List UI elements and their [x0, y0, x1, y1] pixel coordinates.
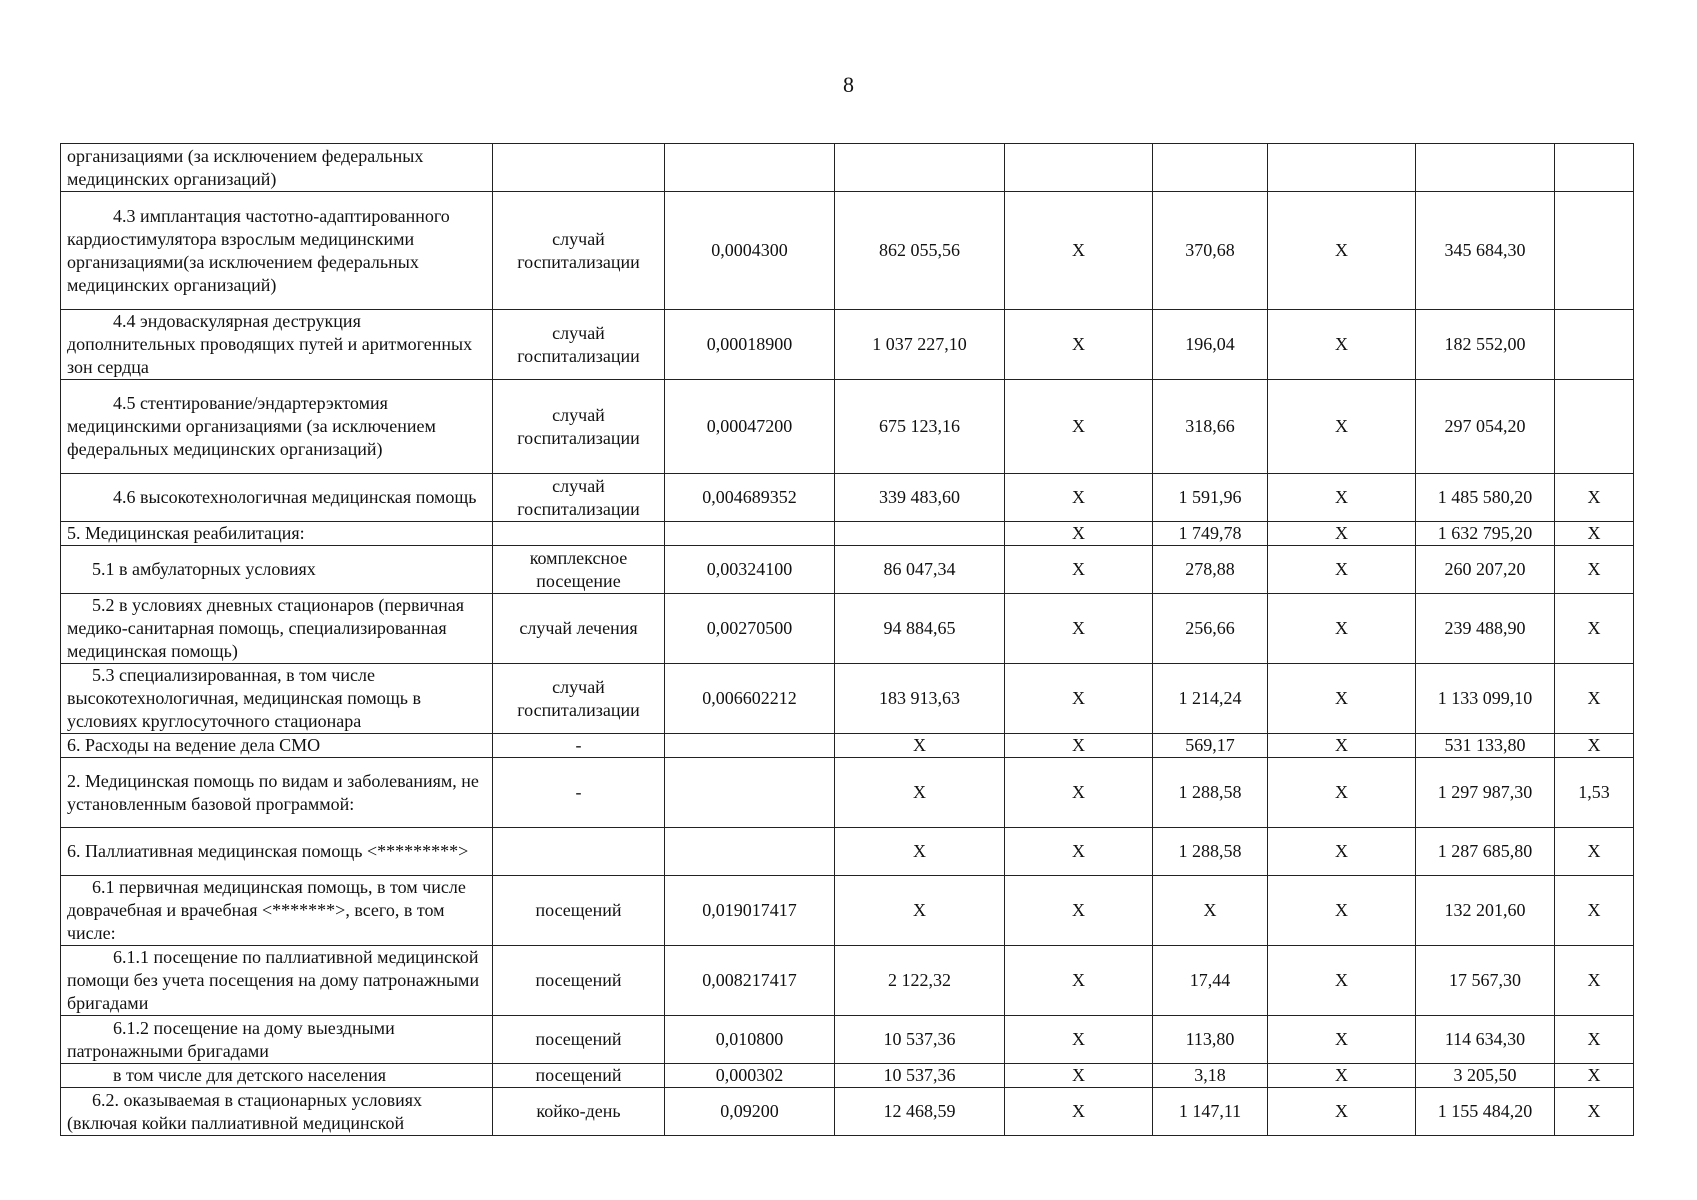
table-row: [61, 310, 1634, 380]
cell-norm: 0,0004300: [665, 192, 835, 310]
cell-c4: Х: [1005, 946, 1153, 1016]
cell-cost: Х: [835, 734, 1005, 758]
cell-norm: [665, 144, 835, 192]
cell-norm: [665, 828, 835, 876]
cell-c6: Х: [1268, 1064, 1416, 1088]
cell-cost: Х: [835, 758, 1005, 828]
cell-c7: 1 133 099,10: [1416, 664, 1555, 734]
cell-c7: [1416, 144, 1555, 192]
tariff-table: [60, 143, 1634, 1136]
row-name-cell: 6.1.2 посещение на дому выездными патронажными бригадами: [61, 1016, 493, 1064]
cell-cost: 339 483,60: [835, 474, 1005, 522]
cell-c4: Х: [1005, 1064, 1153, 1088]
cell-c5: 256,66: [1153, 594, 1268, 664]
row-name-cell: 4.6 высокотехнологичная медицинская помощь: [61, 474, 493, 522]
cell-c8: Х: [1555, 1064, 1634, 1088]
row-name-cell: 4.3 имплантация частотно-адаптированного кардиостимулятора взрослым медицинскими организациями(за исключением федеральных медицинских организаций): [61, 192, 493, 310]
cell-unit: случай лечения: [493, 594, 665, 664]
cell-cost: [835, 522, 1005, 546]
cell-c6: Х: [1268, 1088, 1416, 1136]
cell-c6: Х: [1268, 380, 1416, 474]
cell-c4: Х: [1005, 546, 1153, 594]
row-name-cell: 6.1.1 посещение по паллиативной медицинской помощи без учета посещения на дому патронажными бригадами: [61, 946, 493, 1016]
cell-unit: [493, 144, 665, 192]
cell-c7: 239 488,90: [1416, 594, 1555, 664]
cell-norm: 0,00018900: [665, 310, 835, 380]
cell-c8: [1555, 192, 1634, 310]
table-row: [61, 876, 1634, 946]
cell-c7: 260 207,20: [1416, 546, 1555, 594]
table-row: [61, 734, 1634, 758]
cell-c7: 1 155 484,20: [1416, 1088, 1555, 1136]
cell-c5: 196,04: [1153, 310, 1268, 380]
cell-cost: 675 123,16: [835, 380, 1005, 474]
cell-c5: 1 591,96: [1153, 474, 1268, 522]
row-name-cell: 2. Медицинская помощь по видам и заболеваниям, не установленным базовой программой:: [61, 758, 493, 828]
cell-cost: 12 468,59: [835, 1088, 1005, 1136]
cell-c4: Х: [1005, 1088, 1153, 1136]
cell-c8: Х: [1555, 946, 1634, 1016]
table-row: [61, 192, 1634, 310]
cell-c8: Х: [1555, 522, 1634, 546]
cell-c8: Х: [1555, 1088, 1634, 1136]
cell-c7: 1 287 685,80: [1416, 828, 1555, 876]
cell-c8: Х: [1555, 1016, 1634, 1064]
cell-c8: [1555, 380, 1634, 474]
cell-c6: Х: [1268, 758, 1416, 828]
cell-c8: Х: [1555, 734, 1634, 758]
cell-c6: Х: [1268, 876, 1416, 946]
cell-c7: 132 201,60: [1416, 876, 1555, 946]
cell-norm: [665, 522, 835, 546]
cell-c5: 1 288,58: [1153, 758, 1268, 828]
cell-c6: Х: [1268, 1016, 1416, 1064]
cell-c7: 345 684,30: [1416, 192, 1555, 310]
cell-c8: Х: [1555, 664, 1634, 734]
cell-c8: Х: [1555, 828, 1634, 876]
cell-c5: [1153, 144, 1268, 192]
cell-c6: Х: [1268, 664, 1416, 734]
table-row: [61, 946, 1634, 1016]
cell-c6: Х: [1268, 310, 1416, 380]
cell-c4: Х: [1005, 310, 1153, 380]
row-name-cell: 6.1 первичная медицинская помощь, в том числе доврачебная и врачебная <*******>, всего, в том числе:: [61, 876, 493, 946]
cell-c6: Х: [1268, 522, 1416, 546]
cell-c6: Х: [1268, 594, 1416, 664]
cell-c8: Х: [1555, 474, 1634, 522]
cell-unit: -: [493, 758, 665, 828]
cell-norm: 0,019017417: [665, 876, 835, 946]
cell-unit: случай госпитализации: [493, 380, 665, 474]
table-row: [61, 522, 1634, 546]
cell-c4: Х: [1005, 594, 1153, 664]
row-name-cell: 5.3 специализированная, в том числе высокотехнологичная, медицинская помощь в условиях круглосуточного стационара: [61, 664, 493, 734]
cell-c8: Х: [1555, 546, 1634, 594]
cell-unit: случай госпитализации: [493, 310, 665, 380]
cell-c4: Х: [1005, 522, 1153, 546]
cell-cost: 86 047,34: [835, 546, 1005, 594]
cell-c4: Х: [1005, 474, 1153, 522]
table-row: [61, 664, 1634, 734]
cell-c4: Х: [1005, 828, 1153, 876]
row-name-cell: организациями (за исключением федеральных медицинских организаций): [61, 144, 493, 192]
cell-c5: 113,80: [1153, 1016, 1268, 1064]
cell-unit: [493, 828, 665, 876]
cell-norm: 0,006602212: [665, 664, 835, 734]
cell-c6: Х: [1268, 828, 1416, 876]
row-name-cell: 4.4 эндоваскулярная деструкция дополнительных проводящих путей и аритмогенных зон сердца: [61, 310, 493, 380]
cell-c4: Х: [1005, 758, 1153, 828]
cell-norm: 0,000302: [665, 1064, 835, 1088]
cell-norm: [665, 734, 835, 758]
cell-unit: посещений: [493, 1064, 665, 1088]
table-row: [61, 758, 1634, 828]
cell-c5: 17,44: [1153, 946, 1268, 1016]
row-name-cell: 5.2 в условиях дневных стационаров (первичная медико-санитарная помощь, специализированная медицинская помощь): [61, 594, 493, 664]
cell-c4: Х: [1005, 1016, 1153, 1064]
row-name-cell: 5.1 в амбулаторных условиях: [61, 546, 493, 594]
cell-c7: 3 205,50: [1416, 1064, 1555, 1088]
cell-cost: Х: [835, 876, 1005, 946]
cell-c8: [1555, 144, 1634, 192]
cell-c7: 1 485 580,20: [1416, 474, 1555, 522]
cell-norm: 0,008217417: [665, 946, 835, 1016]
cell-c5: 278,88: [1153, 546, 1268, 594]
cell-c5: 318,66: [1153, 380, 1268, 474]
cell-cost: 183 913,63: [835, 664, 1005, 734]
cell-norm: 0,00324100: [665, 546, 835, 594]
cell-c7: 1 632 795,20: [1416, 522, 1555, 546]
cell-c4: [1005, 144, 1153, 192]
cell-c7: 17 567,30: [1416, 946, 1555, 1016]
cell-unit: посещений: [493, 1016, 665, 1064]
cell-cost: [835, 144, 1005, 192]
cell-cost: 1 037 227,10: [835, 310, 1005, 380]
cell-cost: 10 537,36: [835, 1016, 1005, 1064]
row-name-cell: 4.5 стентирование/эндартерэктомия медицинскими организациями (за исключением федеральных медицинских организаций): [61, 380, 493, 474]
cell-cost: 10 537,36: [835, 1064, 1005, 1088]
cell-c6: Х: [1268, 546, 1416, 594]
cell-c7: 531 133,80: [1416, 734, 1555, 758]
cell-c8: [1555, 310, 1634, 380]
row-name-cell: 6.2. оказываемая в стационарных условиях (включая койки паллиативной медицинской: [61, 1088, 493, 1136]
cell-unit: случай госпитализации: [493, 192, 665, 310]
table-row: [61, 474, 1634, 522]
cell-c8: Х: [1555, 876, 1634, 946]
cell-unit: посещений: [493, 946, 665, 1016]
cell-c6: [1268, 144, 1416, 192]
cell-c4: Х: [1005, 734, 1153, 758]
cell-norm: 0,09200: [665, 1088, 835, 1136]
cell-norm: 0,010800: [665, 1016, 835, 1064]
cell-c5: 370,68: [1153, 192, 1268, 310]
table-row: [61, 546, 1634, 594]
row-name-cell: 6. Паллиативная медицинская помощь <*********>: [61, 828, 493, 876]
cell-c4: Х: [1005, 876, 1153, 946]
table-row: [61, 1064, 1634, 1088]
table-row: [61, 1088, 1634, 1136]
row-name-cell: 5. Медицинская реабилитация:: [61, 522, 493, 546]
cell-unit: койко-день: [493, 1088, 665, 1136]
cell-c7: 297 054,20: [1416, 380, 1555, 474]
cell-unit: случай госпитализации: [493, 474, 665, 522]
cell-unit: случай госпитализации: [493, 664, 665, 734]
cell-cost: 862 055,56: [835, 192, 1005, 310]
cell-unit: [493, 522, 665, 546]
cell-c8: 1,53: [1555, 758, 1634, 828]
cell-norm: [665, 758, 835, 828]
cell-unit: -: [493, 734, 665, 758]
cell-norm: 0,00047200: [665, 380, 835, 474]
cell-unit: посещений: [493, 876, 665, 946]
cell-cost: Х: [835, 828, 1005, 876]
cell-c7: 182 552,00: [1416, 310, 1555, 380]
cell-norm: 0,004689352: [665, 474, 835, 522]
cell-c5: 1 749,78: [1153, 522, 1268, 546]
cell-c6: Х: [1268, 192, 1416, 310]
cell-c6: Х: [1268, 474, 1416, 522]
cell-c6: Х: [1268, 946, 1416, 1016]
cell-c4: Х: [1005, 664, 1153, 734]
cell-c7: 1 297 987,30: [1416, 758, 1555, 828]
page-number: 8: [843, 72, 854, 97]
cell-unit: комплексное посещение: [493, 546, 665, 594]
cell-c4: Х: [1005, 380, 1153, 474]
cell-c5: 1 147,11: [1153, 1088, 1268, 1136]
table-row: [61, 828, 1634, 876]
cell-c5: 569,17: [1153, 734, 1268, 758]
row-name-cell: в том числе для детского населения: [61, 1064, 493, 1088]
cell-c8: Х: [1555, 594, 1634, 664]
row-name-cell: 6. Расходы на ведение дела СМО: [61, 734, 493, 758]
cell-c5: 1 214,24: [1153, 664, 1268, 734]
cell-c7: 114 634,30: [1416, 1016, 1555, 1064]
cell-c6: Х: [1268, 734, 1416, 758]
cell-c4: Х: [1005, 192, 1153, 310]
cell-norm: 0,00270500: [665, 594, 835, 664]
table-row: [61, 594, 1634, 664]
table-row: [61, 144, 1634, 192]
cell-c5: 1 288,58: [1153, 828, 1268, 876]
cell-cost: 2 122,32: [835, 946, 1005, 1016]
cell-c5: Х: [1153, 876, 1268, 946]
cell-cost: 94 884,65: [835, 594, 1005, 664]
cell-c5: 3,18: [1153, 1064, 1268, 1088]
table-row: [61, 1016, 1634, 1064]
table-row: [61, 380, 1634, 474]
